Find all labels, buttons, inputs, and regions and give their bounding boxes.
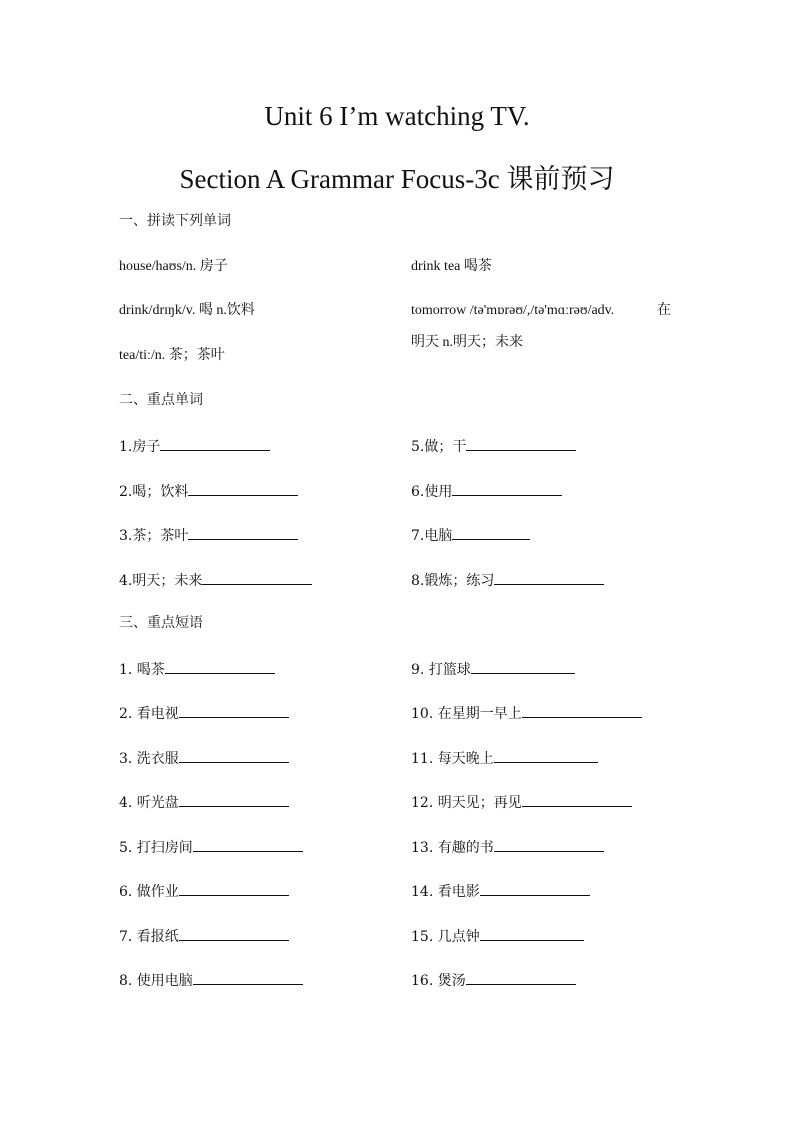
- answer-blank[interactable]: [494, 570, 604, 585]
- vocab-house: house/haʊs/n. 房子: [119, 259, 228, 274]
- answer-blank[interactable]: [452, 525, 530, 540]
- phrase-item-13: 13. 有趣的书: [411, 837, 604, 857]
- word-item-6: 6.使用: [411, 481, 562, 501]
- answer-blank[interactable]: [179, 881, 289, 896]
- answer-blank[interactable]: [522, 792, 632, 807]
- phrase-item-15: 15. 几点钟: [411, 926, 584, 946]
- answer-blank[interactable]: [179, 926, 289, 941]
- phrase-item-1: 1. 喝茶: [119, 659, 275, 679]
- word-item-1: 1.房子: [119, 436, 270, 456]
- page-subtitle: Section A Grammar Focus-3c 课前预习: [179, 164, 615, 194]
- answer-blank[interactable]: [179, 792, 289, 807]
- answer-blank[interactable]: [193, 837, 303, 852]
- word-item-8: 8.锻炼；练习: [411, 570, 604, 590]
- phrase-item-5: 5. 打扫房间: [119, 837, 303, 857]
- answer-blank[interactable]: [165, 659, 275, 674]
- answer-blank[interactable]: [494, 837, 604, 852]
- phrase-item-3: 3. 洗衣服: [119, 748, 289, 768]
- phrase-item-4: 4. 听光盘: [119, 792, 289, 812]
- vocab-tomorrow-zai: 在: [657, 303, 671, 318]
- answer-blank[interactable]: [452, 481, 562, 496]
- answer-blank[interactable]: [160, 436, 270, 451]
- answer-blank[interactable]: [188, 481, 298, 496]
- page-title: Unit 6 I’m watching TV.: [264, 101, 530, 131]
- answer-blank[interactable]: [480, 881, 590, 896]
- word-item-7: 7.电脑: [411, 525, 530, 545]
- phrase-item-16: 16. 煲汤: [411, 970, 576, 990]
- vocab-tomorrow: tomorrow /tə'mɒrəʊ/,/tə'mɑːrəʊ/adv.: [411, 303, 615, 318]
- phrase-item-6: 6. 做作业: [119, 881, 289, 901]
- word-item-3: 3.茶；茶叶: [119, 525, 298, 545]
- answer-blank[interactable]: [193, 970, 303, 985]
- word-item-4: 4.明天；未来: [119, 570, 312, 590]
- phrase-item-14: 14. 看电影: [411, 881, 590, 901]
- answer-blank[interactable]: [471, 659, 575, 674]
- phrase-item-10: 10. 在星期一早上: [411, 703, 642, 723]
- phrase-item-12: 12. 明天见；再见: [411, 792, 632, 812]
- vocab-tomorrow-meaning: 明天 n.明天；未来: [411, 335, 523, 350]
- phrase-item-9: 9. 打篮球: [411, 659, 575, 679]
- word-item-5: 5.做；干: [411, 436, 576, 456]
- answer-blank[interactable]: [188, 525, 298, 540]
- answer-blank[interactable]: [179, 748, 289, 763]
- answer-blank[interactable]: [522, 703, 642, 718]
- section3-heading: 三、重点短语: [119, 615, 203, 631]
- vocab-tea: tea/tiː/n. 茶；茶叶: [119, 348, 225, 363]
- answer-blank[interactable]: [494, 748, 598, 763]
- phrase-item-7: 7. 看报纸: [119, 926, 289, 946]
- phrase-item-2: 2. 看电视: [119, 703, 289, 723]
- answer-blank[interactable]: [179, 703, 289, 718]
- word-item-2: 2.喝；饮料: [119, 481, 298, 501]
- phrase-item-8: 8. 使用电脑: [119, 970, 303, 990]
- phrase-item-11: 11. 每天晚上: [411, 748, 598, 768]
- answer-blank[interactable]: [202, 570, 312, 585]
- answer-blank[interactable]: [480, 926, 584, 941]
- answer-blank[interactable]: [466, 970, 576, 985]
- section1-heading: 一、拼读下列单词: [119, 213, 231, 229]
- section2-heading: 二、重点单词: [119, 392, 203, 408]
- answer-blank[interactable]: [466, 436, 576, 451]
- vocab-drink-tea: drink tea 喝茶: [411, 259, 492, 274]
- vocab-drink: drink/drɪŋk/v. 喝 n.饮料: [119, 303, 255, 318]
